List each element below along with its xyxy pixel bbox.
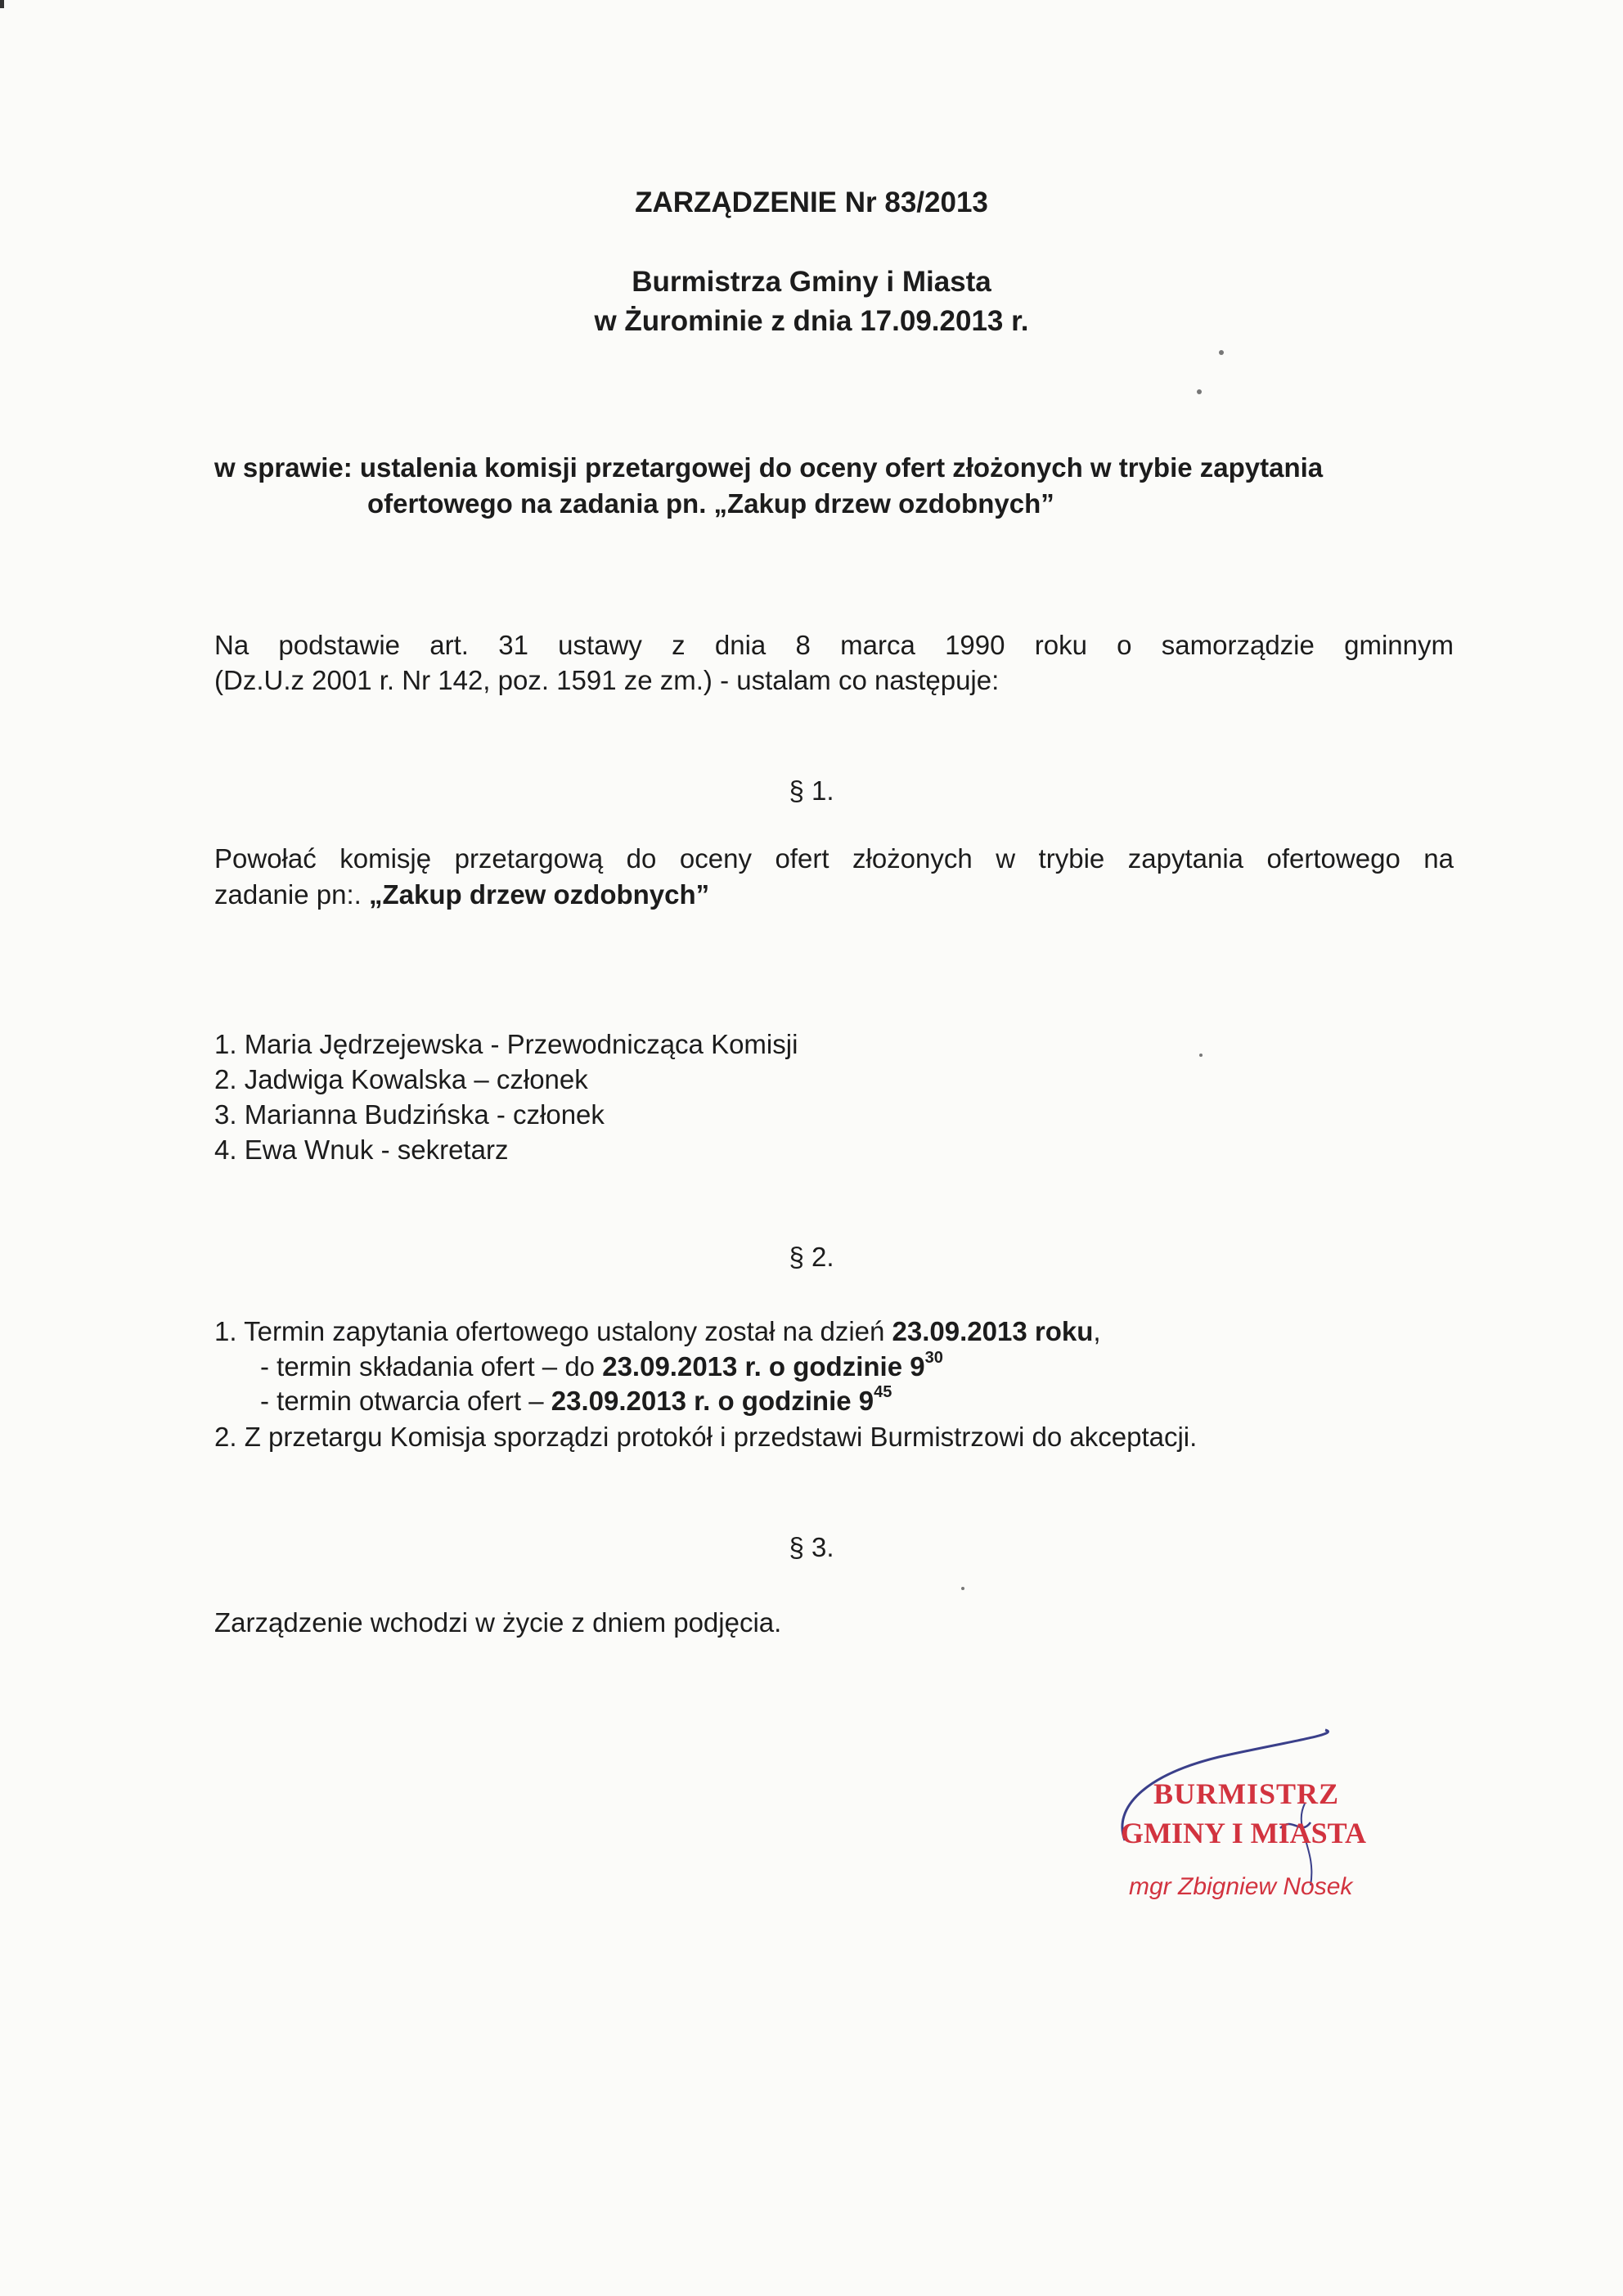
submission-deadline-minutes: 30 — [924, 1349, 943, 1367]
scan-speck — [1219, 350, 1224, 355]
legal-basis-line-1: Na podstawie art. 31 ustawy z dnia 8 marca 1990 roku o samorządzie gminnym — [214, 630, 1454, 660]
section-2-item-2: 2. Z przetargu Komisja sporządzi protokół i przedstawi Burmistrzowi do akceptacji. — [214, 1422, 1198, 1452]
section-1-line-1: Powołać komisję przetargową do oceny ofert złożonych w trybie zapytania ofertowego na — [214, 843, 1454, 874]
subject-line-2: ofertowego na zadania pn. „Zakup drzew ozdobnych” — [367, 488, 1054, 519]
section-2-item-1-suffix: , — [1093, 1316, 1101, 1346]
opening-deadline-prefix: - termin otwarcia ofert – — [260, 1386, 551, 1416]
scan-speck — [1199, 1054, 1203, 1057]
opening-deadline — [260, 1383, 892, 1417]
member-4: 4. Ewa Wnuk - sekretarz — [214, 1135, 509, 1165]
subject-line-1: w sprawie: ustalenia komisji przetargowej do oceny ofert złożonych w trybie zapytania — [214, 452, 1324, 483]
section-2-item-1-prefix: 1. Termin zapytania ofertowego ustalony został na dzień — [214, 1316, 892, 1346]
official-stamp — [1096, 1718, 1423, 1930]
task-name: „Zakup drzew ozdobnych” — [368, 879, 710, 910]
issuer-line-2: w Żurominie z dnia 17.09.2013 r. — [594, 305, 1029, 337]
member-1: 1. Maria Jędrzejewska - Przewodnicząca Komisji — [214, 1029, 798, 1059]
stamp-title: BURMISTRZ — [1153, 1777, 1340, 1810]
scan-speck — [1197, 389, 1202, 394]
section-1-line-2-prefix: zadanie pn:. — [214, 879, 369, 910]
document-title: ZARZĄDZENIE Nr 83/2013 — [635, 186, 988, 218]
section-1-line-2 — [214, 879, 709, 910]
submission-deadline-date: 23.09.2013 r. o godzinie 9 — [602, 1351, 925, 1382]
member-2: 2. Jadwiga Kowalska – członek — [214, 1064, 588, 1094]
scan-speck — [961, 1587, 964, 1590]
legal-basis-line-2: (Dz.U.z 2001 r. Nr 142, poz. 1591 ze zm.) - ustalam co następuje: — [214, 665, 1000, 695]
member-3: 3. Marianna Budzińska - członek — [214, 1099, 605, 1130]
scan-edge-mark — [0, 0, 4, 8]
section-2-item-1 — [214, 1316, 1101, 1347]
section-2-heading: § 2. — [789, 1242, 834, 1272]
section-1-heading: § 1. — [789, 775, 834, 806]
issuer-line-1: Burmistrza Gminy i Miasta — [632, 266, 991, 298]
stamp-signatory-name: mgr Zbigniew Nosek — [1129, 1873, 1353, 1900]
section-3-text: Zarządzenie wchodzi w życie z dniem podjęcia. — [214, 1607, 782, 1638]
offer-date: 23.09.2013 roku — [892, 1316, 1094, 1346]
stamp-office: GMINY I MIASTA — [1121, 1817, 1367, 1849]
opening-deadline-minutes: 45 — [874, 1383, 892, 1401]
submission-deadline — [260, 1351, 943, 1382]
submission-deadline-prefix: - termin składania ofert – do — [260, 1351, 603, 1382]
section-3-heading: § 3. — [789, 1532, 834, 1562]
opening-deadline-date: 23.09.2013 r. o godzinie 9 — [551, 1386, 874, 1416]
